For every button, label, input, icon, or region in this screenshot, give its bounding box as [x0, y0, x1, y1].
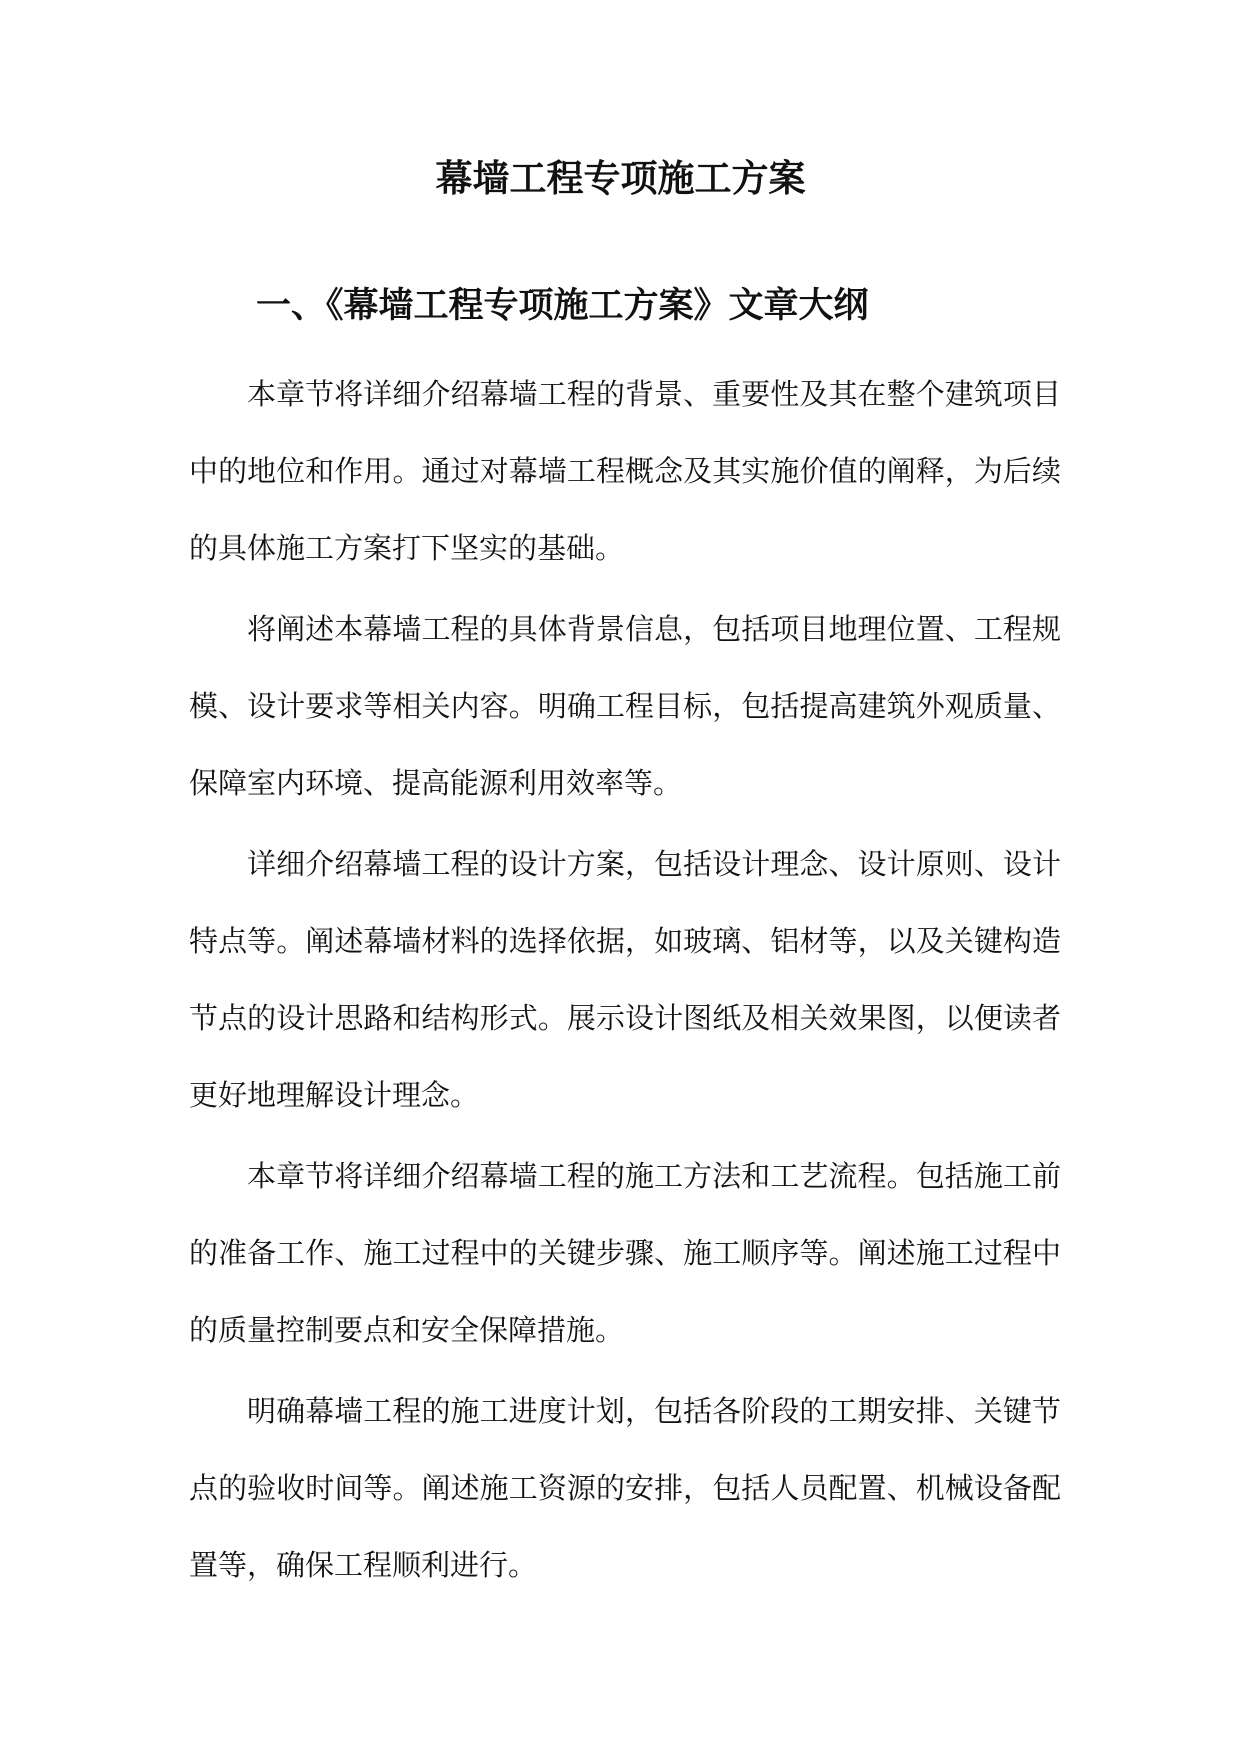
- section-heading: 一、《幕墙工程专项施工方案》文章大纲: [256, 285, 869, 326]
- document-body: [189, 356, 1061, 1608]
- paragraph-4: 本章节将详细介绍幕墙工程的施工方法和工艺流程。包括施工前的准备工作、施工过程中的关键步骤、施工顺序等。阐述施工过程中的质量控制要点和安全保障措施。: [189, 1159, 1061, 1347]
- document-title: 幕墙工程专项施工方案: [435, 156, 806, 200]
- paragraph-3: 详细介绍幕墙工程的设计方案，包括设计理念、设计原则、设计特点等。阐述幕墙材料的选择依据，如玻璃、铝材等，以及关键构造节点的设计思路和结构形式。展示设计图纸及相关效果图，以便读者更好地理解设计理念。: [189, 847, 1061, 1112]
- paragraph-5: 明确幕墙工程的施工进度计划，包括各阶段的工期安排、关键节点的验收时间等。阐述施工资源的安排，包括人员配置、机械设备配置等，确保工程顺利进行。: [189, 1394, 1061, 1582]
- paragraph-1: 本章节将详细介绍幕墙工程的背景、重要性及其在整个建筑项目中的地位和作用。通过对幕墙工程概念及其实施价值的阐释，为后续的具体施工方案打下坚实的基础。: [189, 377, 1061, 565]
- paragraph-2: 将阐述本幕墙工程的具体背景信息，包括项目地理位置、工程规模、设计要求等相关内容。明确工程目标，包括提高建筑外观质量、保障室内环境、提高能源利用效率等。: [189, 612, 1061, 800]
